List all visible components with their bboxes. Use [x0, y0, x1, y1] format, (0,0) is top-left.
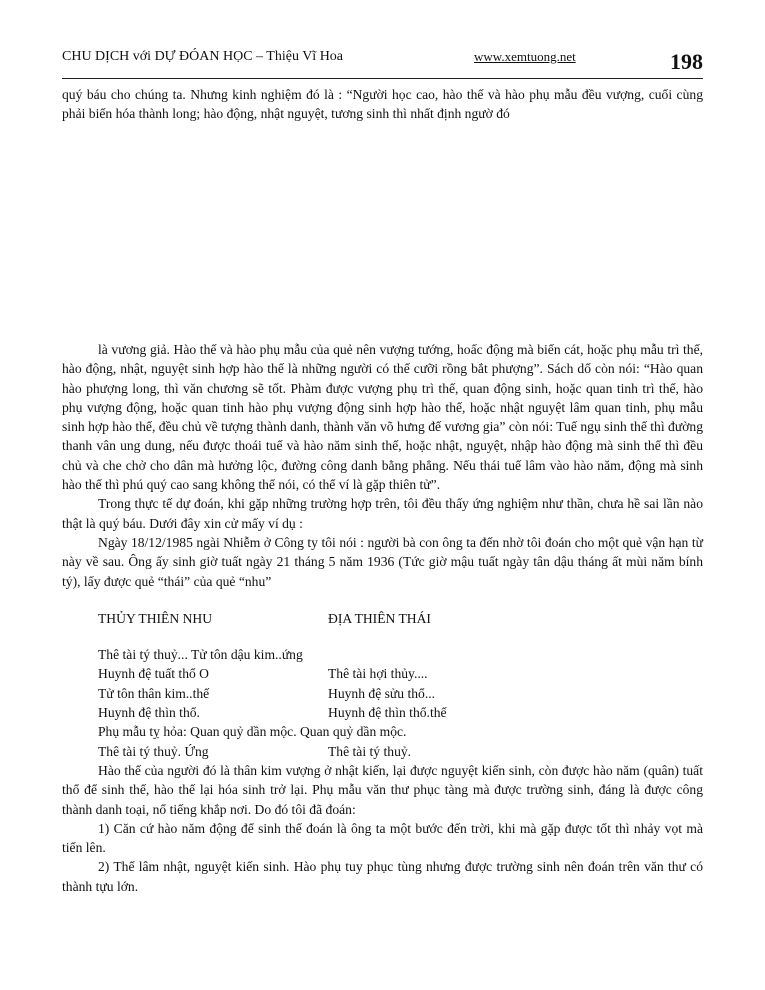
- main-text-block: [62, 340, 703, 896]
- hexagram-line-left: Thê tài tý thuỷ. Ứng: [98, 743, 209, 759]
- top-text-block: [62, 85, 703, 124]
- paragraph: là vương giả. Hào thế và hào phụ mẫu của quẻ nên vượng tướng, hoấc động mà biến cát, hoặc phụ mẫu trì thế, hào động, nhật, nguyệt sinh hợp hào thế là những người có thế cưỡi rồng bắt phượng”. Sách dố còn nói: “Hào quan hào phượng long, thì văn chương sẽ tốt. Phàm được vượng phụ trì thế, quan động sinh, hoặc quan tinh trì thế, hào phụ vượng động, hoặc quan tinh hào phụ vượng động sinh hợp hào thế, hoặc nhật nguyệt lâm quan tinh, phụ mẫu sinh hợp hào thế, đều chủ về tượng thành danh, thành văn võ hưng đế vương gia” còn nói: Tuế ngụ sinh thế thì đường thanh vân ung dung, nếu được thoái tuế và hào năm sinh thế, hoặc nhật, nguyệt, nhập hào động mà sinh thế thì đều chủ và che chở cho dân mà hưởng lộc, đường công danh bằng phẳng. Nếu thái tuế lâm vào hào năm, động mà sinh hào thế thì phú quý cao sang không thể nói, có thể ví là gặp thiên tử”.: [62, 342, 703, 493]
- hexagram-line: [62, 703, 703, 722]
- hexagram-line: [62, 742, 703, 761]
- paragraph: Hào thế của người đó là thân kim vượng ở nhật kiến, lại được nguyệt kiến sinh, còn được hào năm (quân) tuất thổ để sinh thế, hào thế lại hóa sinh trở lại. Phụ mẫu văn thư phục tàng mà được trường sinh, đáng là được công thành danh toại, nổ tiếng khắp nơi. Do đó tôi đã đoán:: [62, 762, 703, 817]
- hexagram-line-left: Tử tôn thân kim..thế: [98, 685, 210, 701]
- hexagram-line-right: Thê tài tý thuỷ.: [328, 743, 412, 759]
- hexagram-line: Thê tài tý thuỷ... Tử tôn dậu kim..ứng: [98, 647, 303, 663]
- hexagram-line: [62, 684, 703, 703]
- page-header: [62, 47, 703, 83]
- hexagram-line-right: Huynh đệ thìn thổ.thế: [328, 705, 447, 721]
- hexagram-line-left: Huynh đệ thìn thổ.: [98, 705, 200, 721]
- hexagram-line: Phụ mẫu tỵ hỏa: Quan quỷ dần mộc. Quan quỷ dần mộc.: [98, 724, 407, 740]
- book-title: CHU DỊCH với DỰ ĐÓAN HỌC – Thiệu Vĩ Hoa: [62, 49, 344, 64]
- header-divider: [62, 78, 703, 79]
- hexagram-line-left: Huynh đệ tuất thổ O: [98, 666, 210, 682]
- website-link[interactable]: www.xemtuong.net: [474, 49, 576, 64]
- paragraph: 2) Thế lâm nhật, nguyệt kiến sinh. Hào phụ tuy phục tùng nhưng được trường sinh nên đoán trên văn thư có thành tựu lớn.: [62, 859, 703, 894]
- hexagram-line-right: Thê tài hợi thủy....: [328, 666, 428, 682]
- paragraph: Trong thực tế dự đoán, khi gặp những trường hợp trên, tôi đều thấy ứng nghiệm như thần, chưa hề sai lần nào thật là quý báu. Dưới đây xin cử mấy ví dụ :: [62, 496, 703, 531]
- hexagram-headings: [98, 609, 703, 628]
- hexagram-name-right: ĐỊA THIÊN THÁI: [328, 610, 431, 626]
- hexagram-line: [62, 664, 703, 683]
- hexagram-line-right: Huynh đệ sửu thổ...: [328, 685, 436, 701]
- page-number: 198: [670, 49, 703, 74]
- hexagram-name-left: THỦY THIÊN NHU: [98, 610, 213, 626]
- paragraph: 1) Căn cứ hào năm động để sinh thế đoán là ông ta một bước đến trời, khi mà gặp được tốt thì nhảy vọt mà tiến lên.: [62, 820, 703, 856]
- paragraph: Ngày 18/12/1985 ngài Nhiễm ở Công ty tôi nói : người bà con ông ta đến nhờ tôi đoán cho một quẻ vận hạn từ này về sau. Ông ấy sinh giờ tuất ngày 21 tháng 5 năm 1936 (Tức giờ mậu tuất ngày tân dậu tháng ất mùi năm bính tý), lấy được quẻ “thái” của quẻ “nhu”: [62, 534, 703, 589]
- paragraph-continued: quý báu cho chúng ta. Nhưng kinh nghiệm đó là : “Người học cao, hào thế và hào phụ mẫu đều vượng, cuối cùng phải biến hóa thành long; hào động, nhật nguyệt, tương sinh thì nhất định ngườ đó: [62, 87, 703, 122]
